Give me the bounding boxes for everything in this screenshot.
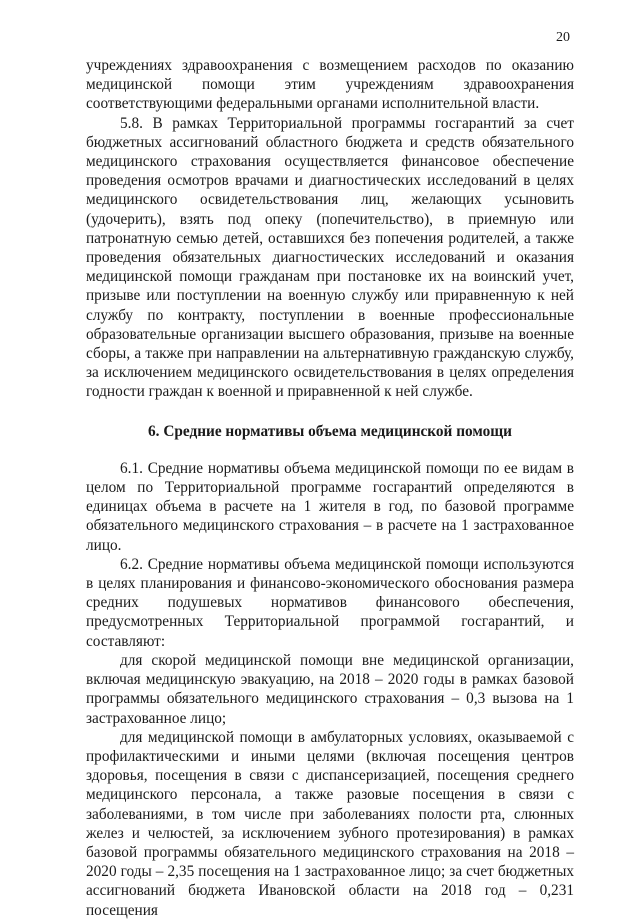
- section-heading: 6. Средние нормативы объема медицинской помощи: [148, 422, 512, 440]
- paragraph-6-2: 6.2. Средние нормативы объема медицинской помощи используются в целях планирования и финансово-экономического обоснования размера средних подушевых нормативов финансового обеспечения, предусмотренных Территориальной программой госгарантий, и составляют:: [86, 555, 574, 650]
- paragraph-5-8: 5.8. В рамках Территориальной программы госгарантий за счет бюджетных ассигнований областного бюджета и средств обязательного медицинского страхования осуществляется финансовое обеспечение проведения осмотров врачами и диагностических исследований в целях медицинского освидетельствования лиц, желающих усыновить (удочерить), взять под опеку (попечительство), в приемную или патронатную семью детей, оставшихся без попечения родителей, а также проведения обязательных диагностических исследований и оказания медицинской помощи гражданам при постановке их на воинский учет, призыве или поступлении на военную службу или приравненную к ней службу по контракту, поступлении в военные профессиональные образовательные организации высшего образования, призыве на военные сборы, а также при направлении на альтернативную гражданскую службу, за исключением медицинского освидетельствования в целях определения годности граждан к военной и приравненной к ней службе.: [86, 114, 574, 401]
- paragraph-continuation: учреждениях здравоохранения с возмещением расходов по оказанию медицинской помощи этим учреждениям здравоохранения соответствующими федеральными органами исполнительной власти.: [86, 57, 574, 113]
- document-body: [86, 56, 574, 920]
- paragraph-outpatient: для медицинской помощи в амбулаторных условиях, оказываемой с профилактическими и иными целями (включая посещения центров здоровья, посещения в связи с диспансеризацией, посещения среднего медицинского персонала, а также разовые посещения в связи с заболеваниями, в том числе при заболеваниях полости рта, слюнных желез и челюстей, за исключением зубного протезирования) в рамках базовой программы обязательного медицинского страхования на 2018 – 2020 годы – 2,35 посещения на 1 застрахованное лицо; за счет бюджетных ассигнований бюджета Ивановской области на 2018 год – 0,231 посещения: [86, 728, 574, 919]
- page-number: 20: [556, 30, 570, 45]
- paragraph-6-1: 6.1. Средние нормативы объема медицинской помощи по ее видам в целом по Территориальной программе госгарантий определяются в единицах объема в расчете на 1 жителя в год, по базовой программе обязательного медицинского страхования – в расчете на 1 застрахованное лицо.: [86, 459, 574, 554]
- paragraph-ambulance: для скорой медицинской помощи вне медицинской организации, включая медицинскую эвакуацию, на 2018 – 2020 годы в рамках базовой программы обязательного медицинского страхования – 0,3 вызова на 1 застрахованное лицо;: [86, 651, 574, 727]
